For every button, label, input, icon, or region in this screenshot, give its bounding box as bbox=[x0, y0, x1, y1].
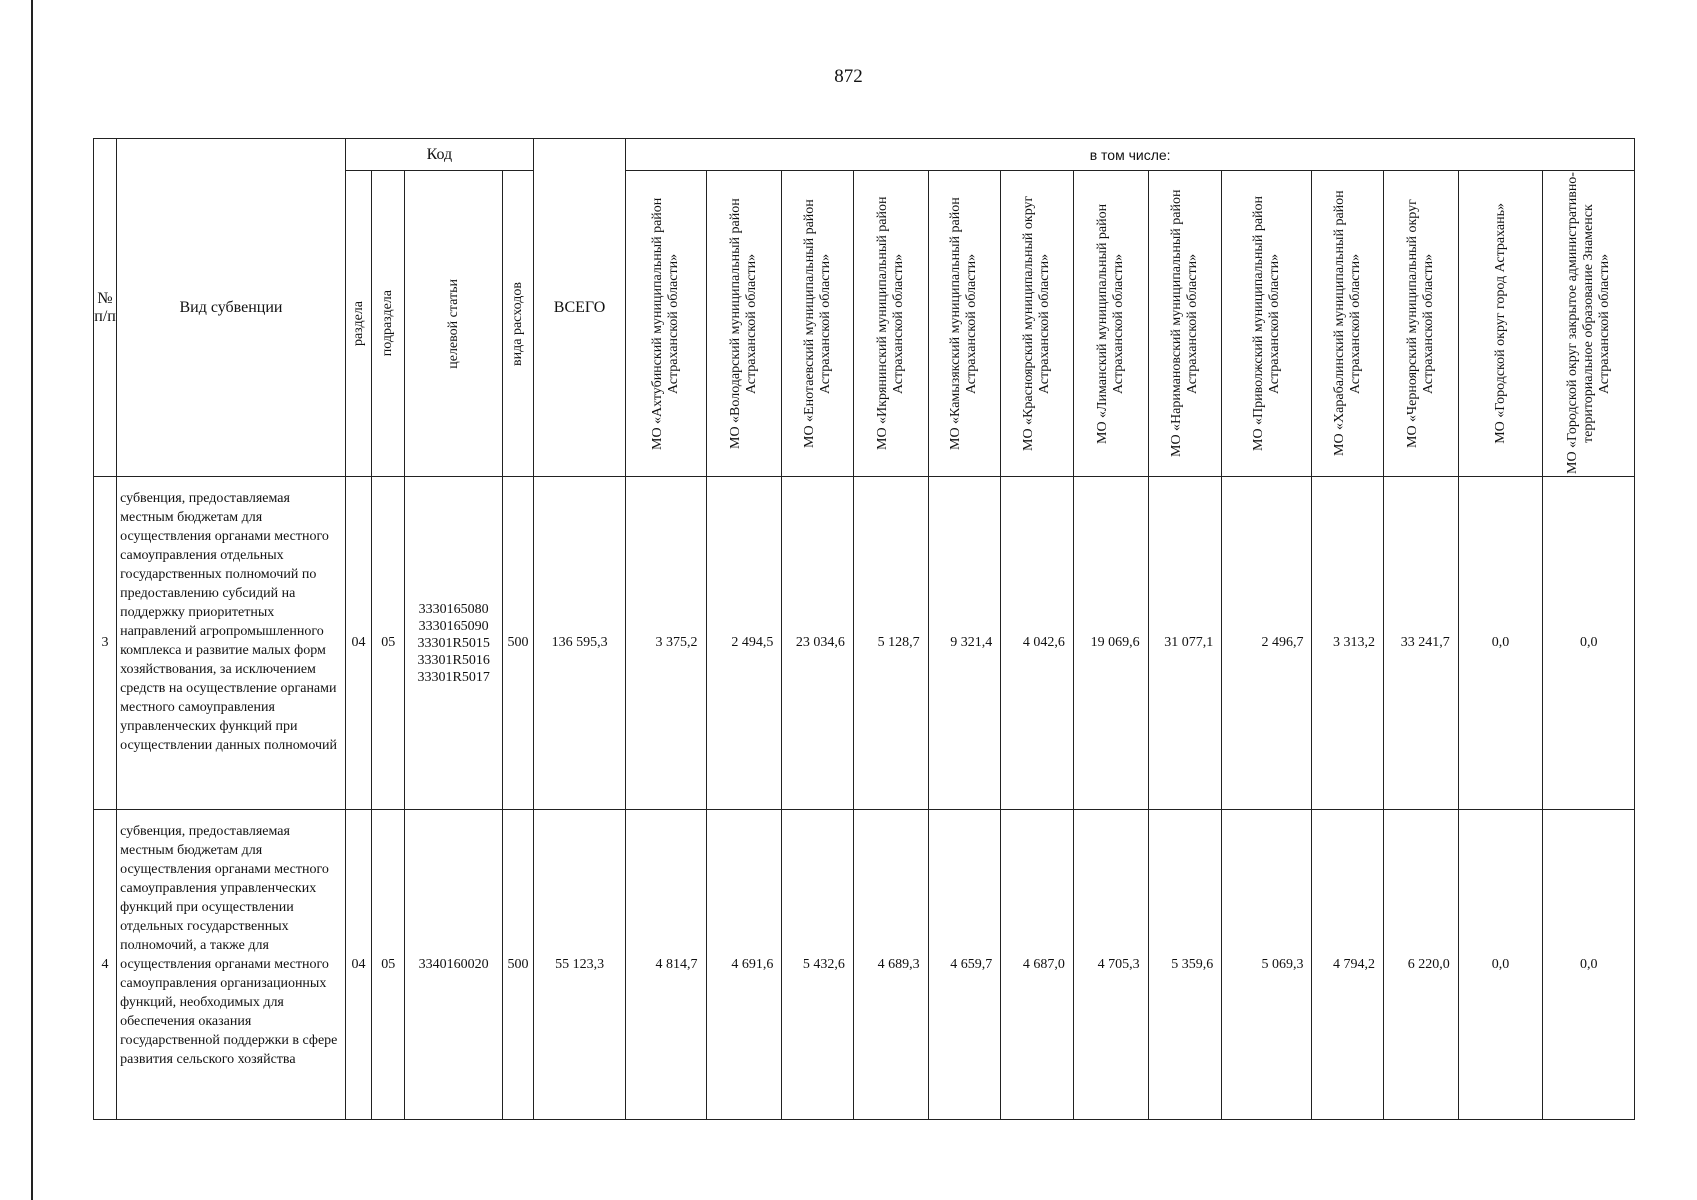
header-mo-limansky: МО «Лиманский муниципальный район Астраханской области» bbox=[1073, 171, 1148, 477]
subvention-table bbox=[93, 138, 1635, 1120]
cell-mo-akhtubinsky: 4 814,7 bbox=[626, 810, 706, 1120]
row-total: 55 123,3 bbox=[533, 810, 625, 1120]
cell-mo-narimanovsky: 5 359,6 bbox=[1148, 810, 1222, 1120]
target-item: 33301R5015 bbox=[417, 635, 490, 651]
header-section: раздела bbox=[345, 171, 371, 477]
target-item: 33301R5017 bbox=[417, 669, 490, 685]
cell-mo-chernoyarsky: 33 241,7 bbox=[1383, 477, 1458, 810]
cell-mo-akhtubinsky: 3 375,2 bbox=[626, 477, 706, 810]
row-section: 04 bbox=[345, 477, 371, 810]
cell-mo-znamensk: 0,0 bbox=[1543, 810, 1635, 1120]
cell-mo-krasnoyarsky: 4 042,6 bbox=[1001, 477, 1074, 810]
row-expense-type: 500 bbox=[503, 810, 534, 1120]
cell-mo-narimanovsky: 31 077,1 bbox=[1148, 477, 1222, 810]
cell-mo-limansky: 19 069,6 bbox=[1073, 477, 1148, 810]
cell-mo-kamyzyaksky: 9 321,4 bbox=[928, 477, 1001, 810]
header-mo-chernoyarsky: МО «Черноярский муниципальный округ Астраханской области» bbox=[1383, 171, 1458, 477]
header-mo-narimanovsky: МО «Наримановский муниципальный район Астраханской области» bbox=[1148, 171, 1222, 477]
cell-mo-volodarsky: 4 691,6 bbox=[706, 810, 782, 1120]
cell-mo-kharabalinsky: 3 313,2 bbox=[1312, 477, 1383, 810]
row-target-items bbox=[405, 810, 503, 1120]
header-mo-astrakhan: МО «Городской округ город Астрахань» bbox=[1458, 171, 1543, 477]
row-total: 136 595,3 bbox=[533, 477, 625, 810]
cell-mo-volodarsky: 2 494,5 bbox=[706, 477, 782, 810]
table-row bbox=[94, 477, 1635, 810]
row-subsection: 05 bbox=[372, 810, 405, 1120]
cell-mo-privolzhsky: 5 069,3 bbox=[1222, 810, 1312, 1120]
cell-mo-chernoyarsky: 6 220,0 bbox=[1383, 810, 1458, 1120]
cell-mo-krasnoyarsky: 4 687,0 bbox=[1001, 810, 1074, 1120]
header-mo-znamensk: МО «Городской округ закрытое административно-территориальное образование Знаменск Астраханской области» bbox=[1543, 171, 1635, 477]
cell-mo-enotaevsky: 23 034,6 bbox=[782, 477, 853, 810]
row-section: 04 bbox=[345, 810, 371, 1120]
header-mo-ikryaninsky: МО «Икрянинский муниципальный район Астраханской области» bbox=[853, 171, 928, 477]
row-subsection: 05 bbox=[372, 477, 405, 810]
header-mo-privolzhsky: МО «Приволжский муниципальный район Астраханской области» bbox=[1222, 171, 1312, 477]
header-mo-volodarsky: МО «Володарский муниципальный район Астраханской области» bbox=[706, 171, 782, 477]
target-item: 3330165090 bbox=[418, 618, 489, 634]
header-mo-kamyzyaksky: МО «Камызякский муниципальный район Астраханской области» bbox=[928, 171, 1001, 477]
target-item: 3330165080 bbox=[418, 601, 489, 617]
header-subsection: подраздела bbox=[372, 171, 405, 477]
header-code: Код bbox=[345, 139, 533, 171]
cell-mo-ikryaninsky: 5 128,7 bbox=[853, 477, 928, 810]
cell-mo-kamyzyaksky: 4 659,7 bbox=[928, 810, 1001, 1120]
header-mo-kharabalinsky: МО «Харабалинский муниципальный район Астраханской области» bbox=[1312, 171, 1383, 477]
header-num: № п/п bbox=[94, 139, 117, 477]
header-target-item: целевой статьи bbox=[405, 171, 503, 477]
cell-mo-kharabalinsky: 4 794,2 bbox=[1312, 810, 1383, 1120]
table-row bbox=[94, 810, 1635, 1120]
row-description: субвенция, предоставляемая местным бюджетам для осуществления органами местного самоуправления управленческих функций при осуществлении отдельных государственных полномочий, а также для осуществления органами местного самоуправления организационных функций, необходимых для обеспечения оказания государственной поддержки в сфере развития сельского хозяйства bbox=[117, 810, 346, 1120]
cell-mo-ikryaninsky: 4 689,3 bbox=[853, 810, 928, 1120]
row-num: 4 bbox=[94, 810, 117, 1120]
binding-line bbox=[31, 0, 33, 1200]
row-target-items bbox=[405, 477, 503, 810]
table-header bbox=[94, 139, 1635, 477]
target-item: 3340160020 bbox=[418, 957, 489, 972]
cell-mo-astrakhan: 0,0 bbox=[1458, 477, 1543, 810]
target-item: 33301R5016 bbox=[417, 652, 490, 668]
header-type: Вид субвенции bbox=[117, 139, 346, 477]
row-num: 3 bbox=[94, 477, 117, 810]
cell-mo-znamensk: 0,0 bbox=[1543, 477, 1635, 810]
page-number: 872 bbox=[834, 66, 863, 87]
row-expense-type: 500 bbox=[503, 477, 534, 810]
header-including: в том числе: bbox=[626, 139, 1635, 171]
cell-mo-astrakhan: 0,0 bbox=[1458, 810, 1543, 1120]
header-mo-krasnoyarsky: МО «Красноярский муниципальный округ Астраханской области» bbox=[1001, 171, 1074, 477]
cell-mo-enotaevsky: 5 432,6 bbox=[782, 810, 853, 1120]
header-total: ВСЕГО bbox=[533, 139, 625, 477]
header-mo-akhtubinsky: МО «Ахтубинский муниципальный район Астраханской области» bbox=[626, 171, 706, 477]
header-expense-type: вида расходов bbox=[503, 171, 534, 477]
row-description: субвенция, предоставляемая местным бюджетам для осуществления органами местного самоуправления отдельных государственных полномочий по предоставлению субсидий на поддержку приоритетных направлений агропромышленного комплекса и развитие малых форм хозяйствования, за исключением средств на осуществление органами местного самоуправления управленческих функций при осуществлении данных полномочий bbox=[117, 477, 346, 810]
cell-mo-limansky: 4 705,3 bbox=[1073, 810, 1148, 1120]
cell-mo-privolzhsky: 2 496,7 bbox=[1222, 477, 1312, 810]
header-mo-enotaevsky: МО «Енотаевский муниципальный район Астраханской области» bbox=[782, 171, 853, 477]
